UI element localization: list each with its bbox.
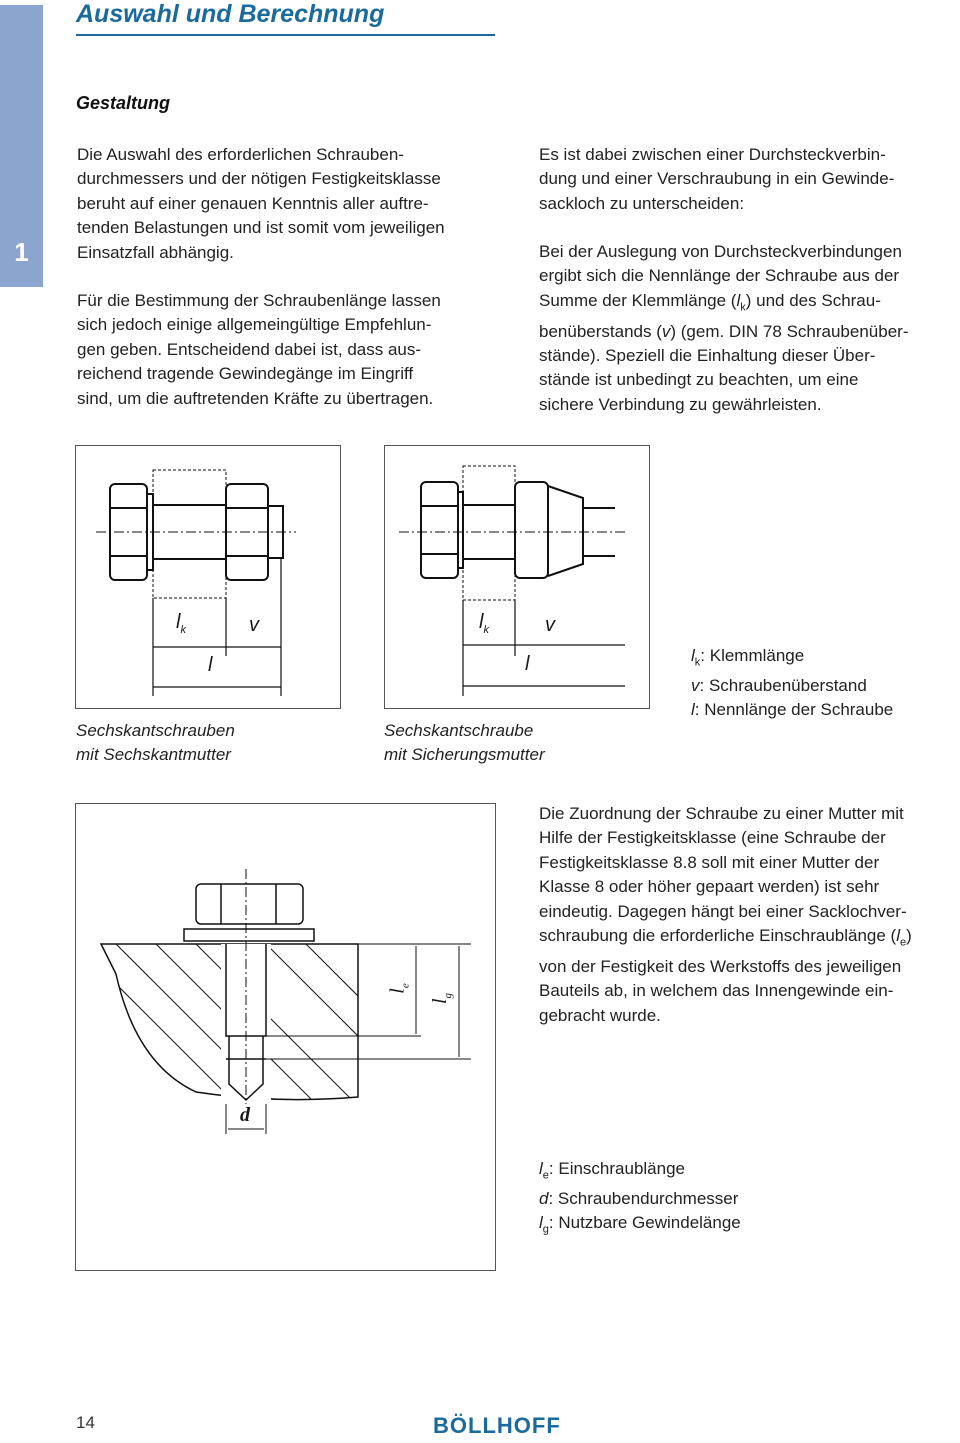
legend-item: $l_k$: Klemmlänge [691, 646, 805, 669]
legend-2 [539, 1157, 741, 1242]
page-number: 14 [76, 1413, 95, 1432]
section-heading: Gestaltung [76, 93, 171, 113]
legend-1 [691, 644, 893, 722]
dim-l-label: l [208, 654, 213, 676]
subscript: e [900, 936, 907, 949]
dim-v-label: v [545, 614, 555, 636]
figure-blind-hole [75, 803, 496, 1271]
subscript: k [740, 301, 746, 314]
bollhoff-logo: BÖLLHOFF [433, 1413, 561, 1438]
figure-1-caption: Sechskantschrauben mit Sechskantmutter [76, 721, 235, 764]
bolt-drawing [385, 446, 648, 707]
left-paragraph-1: Die Auswahl des erforderlichen Schrauben- durchmessers und der nötigen Festigkeitsklasse beruht auf einer genauen Kenntnis aller auftre- tenden Belastungen und ist somit vom jeweiligen Einsatzfall abhängig. [77, 145, 445, 262]
body-paragraph-2 [539, 802, 959, 1028]
text: ) und des Schrau- benüberstands ( [539, 290, 881, 341]
chapter-number: 1 [14, 237, 29, 267]
chapter-tab [0, 5, 43, 287]
dim-lk-label: $l_k$ [176, 611, 186, 636]
text: Bei der Auslegung von Durchsteckverbindungen ergibt sich die Nennlänge der Schraube aus der Summe der Klemmlänge ( [539, 242, 902, 310]
figure-hex-bolt-locknut [384, 445, 650, 709]
dim-lk-label: $l_k$ [479, 611, 489, 636]
dim-v-label: v [249, 614, 259, 636]
symbol-lk: l [736, 290, 741, 310]
dim-d-label: d [240, 1104, 250, 1126]
symbol-v: v [661, 321, 671, 341]
text: ) von der Festigkeit des Werkstoffs des jeweiligen Bauteils ab, in welchem das Innengewinde ein- gebracht wurde. [539, 926, 912, 1025]
left-paragraph-2: Für die Bestimmung der Schraubenlänge lassen sich jedoch einige allgemeingültige Empfehlun- gen geben. Entscheidend dabei ist, dass aus- reichend tragende Gewindegänge im Eingriff sind, um die auftretenden Kräfte zu übertragen. [77, 291, 441, 408]
blind-hole-drawing [76, 804, 494, 1269]
figure-hex-bolt-nut [75, 445, 341, 709]
right-paragraph-1: Es ist dabei zwischen einer Durchsteckverbin- dung und einer Verschraubung in ein Gewinde- sackloch zu unterscheiden: [539, 145, 895, 213]
legend-item: v: Schraubenüberstand [691, 676, 867, 696]
right-paragraph-2 [539, 240, 959, 417]
legend-item: $l_e$: Einschraublänge [539, 1159, 685, 1182]
legend-item: $l_g$: Nutzbare Gewindelänge [539, 1213, 741, 1236]
figure-2-caption: Sechskantschraube mit Sicherungsmutter [384, 721, 545, 764]
dim-lg-label: $l_g$ [429, 992, 455, 1005]
legend-item: d: Schraubendurchmesser [539, 1189, 739, 1209]
legend-item: l: Nennlänge der Schraube [691, 700, 894, 720]
dim-l-label: l [525, 653, 530, 675]
page-title: Auswahl und Berechnung [76, 0, 385, 28]
dim-le-label: $l_e$ [386, 983, 412, 994]
symbol-le: l [896, 926, 900, 946]
text: Die Zuordnung der Schraube zu einer Mutter mit Hilfe der Festigkeitsklasse (eine Schraube der Festigkeitsklasse 8.8 soll mit einer Mutter der Klasse 8 oder höher gepaart werden) ist sehr eindeutig. Dagegen hängt bei einer Sacklochver- schraubung die erforderliche Einschraublänge ( [539, 804, 907, 946]
title-divider [76, 34, 495, 36]
text: ) (gem. DIN 78 Schraubenüber- stände). Speziell die Einhaltung dieser Über- stände ist unbedingt zu beachten, um eine sichere Verbindung zu gewährleisten. [539, 321, 909, 414]
